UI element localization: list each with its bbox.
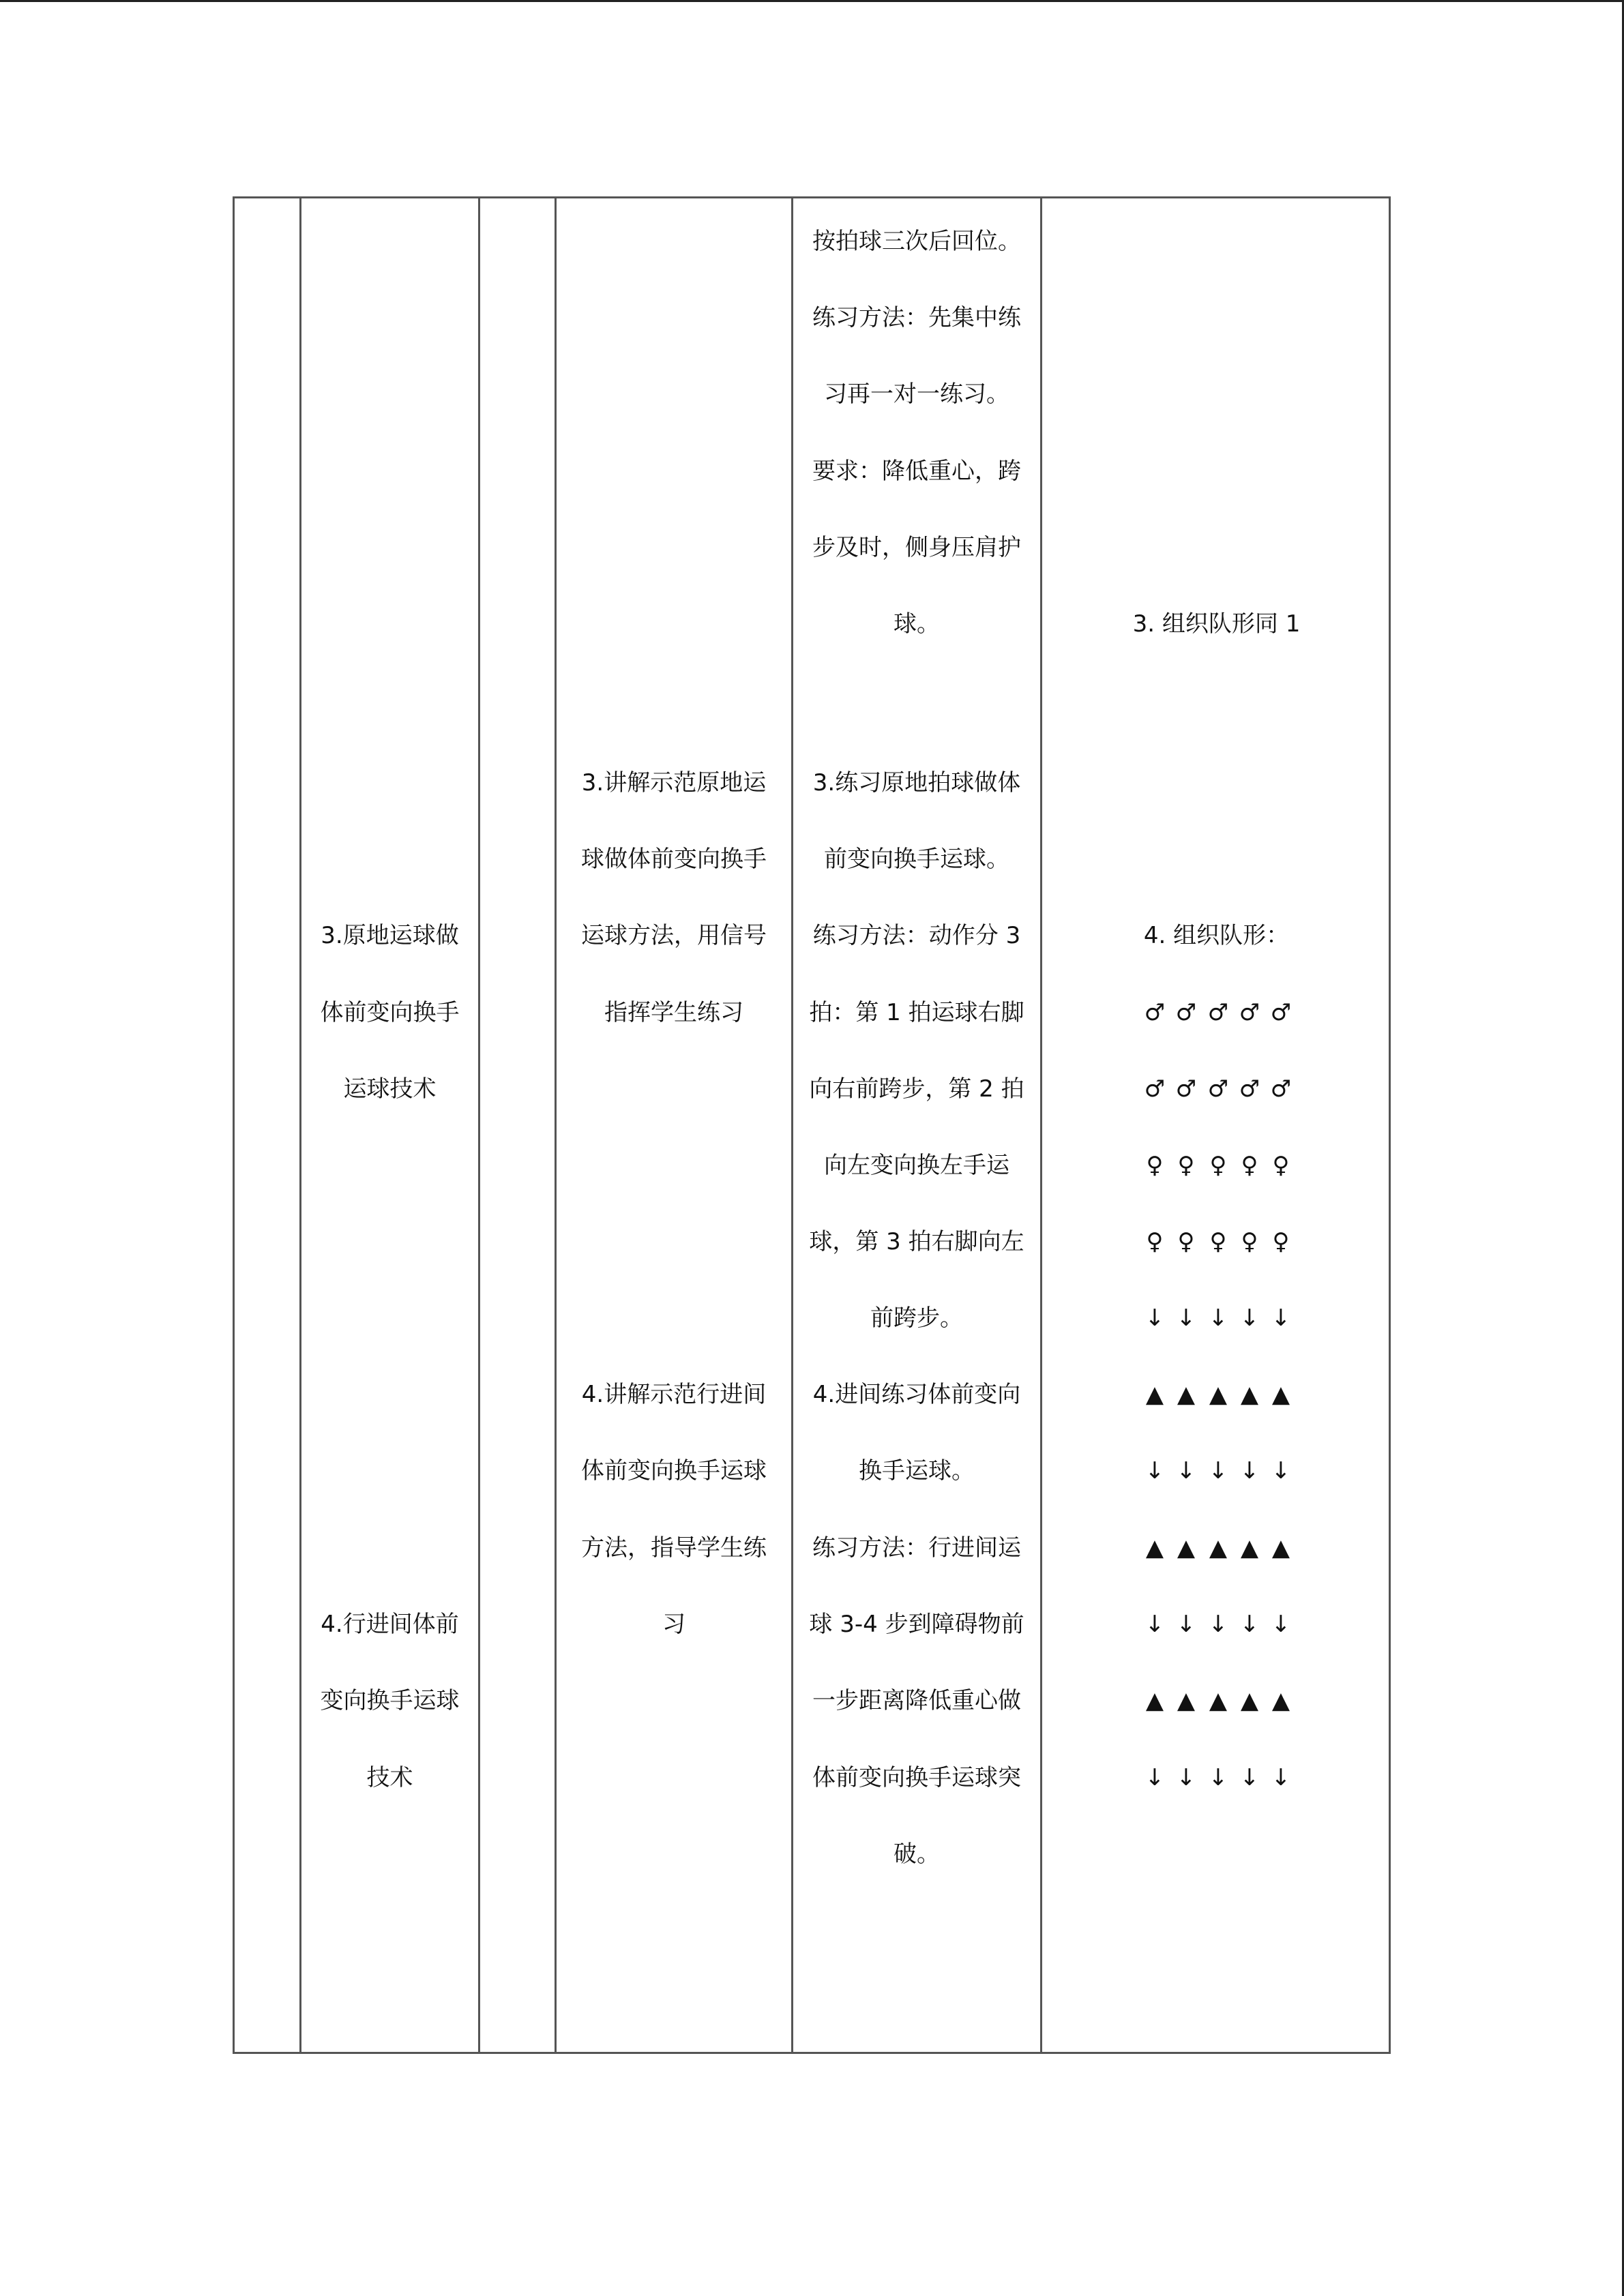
content-text-line: 运球技术 [343, 1075, 437, 1103]
triangle-cone-icon: ▲ [1145, 1687, 1164, 1714]
triangle-cone-icon: ▲ [1145, 1534, 1164, 1562]
student-text-line: 换手运球。 [859, 1457, 975, 1485]
arrow-down-icon: ↓ [1239, 1457, 1260, 1485]
arrow-down-icon: ↓ [1208, 1304, 1228, 1332]
male-symbol-icon: ♂ [1239, 999, 1260, 1026]
triangle-cone-icon: ▲ [1209, 1381, 1228, 1408]
female-symbol-icon: ♀ [1209, 1152, 1227, 1179]
triangle-cone-icon: ▲ [1240, 1534, 1259, 1562]
teacher-text-line: 3.讲解示范原地运 [581, 769, 767, 796]
column-divider [1040, 198, 1042, 2052]
content-text-line: 体前变向换手 [320, 999, 460, 1026]
triangle-cone-icon: ▲ [1209, 1534, 1228, 1562]
student-text-line: 步及时，侧身压肩护 [812, 534, 1021, 561]
column-divider [555, 198, 557, 2052]
female-symbol-icon: ♀ [1177, 1152, 1195, 1179]
triangle-cone-icon: ▲ [1271, 1687, 1290, 1714]
arrow-down-icon: ↓ [1271, 1764, 1291, 1791]
arrow-down-icon: ↓ [1239, 1764, 1260, 1791]
arrow-down-icon: ↓ [1208, 1611, 1228, 1638]
teacher-text-line: 4.讲解示范行进间 [581, 1381, 767, 1408]
arrow-down-icon: ↓ [1239, 1611, 1260, 1638]
content-text-line: 4.行进间体前 [321, 1611, 459, 1638]
triangle-cone-icon: ▲ [1209, 1687, 1228, 1714]
triangle-cone-icon: ▲ [1271, 1534, 1290, 1562]
teacher-text-line: 方法，指导学生练 [581, 1534, 767, 1562]
student-text-line: 习再一对一练习。 [824, 381, 1009, 408]
female-symbol-icon: ♀ [1241, 1228, 1258, 1255]
teacher-text-line: 体前变向换手运球 [581, 1457, 767, 1485]
content-text-line: 技术 [366, 1764, 413, 1791]
student-text-line: 要求：降低重心，跨 [812, 458, 1021, 485]
lesson-plan-table [233, 196, 1391, 2054]
student-text-line: 体前变向换手运球突 [812, 1764, 1021, 1791]
student-text-line: 向右前跨步，第 2 拍 [809, 1075, 1024, 1103]
female-symbol-icon: ♀ [1209, 1228, 1227, 1255]
male-symbol-icon: ♂ [1175, 1075, 1197, 1103]
arrow-down-icon: ↓ [1208, 1457, 1228, 1485]
arrow-down-icon: ↓ [1145, 1764, 1165, 1791]
female-symbol-icon: ♀ [1241, 1152, 1258, 1179]
content-text-line: 3.原地运球做 [321, 922, 459, 949]
triangle-cone-icon: ▲ [1240, 1687, 1259, 1714]
male-symbol-icon: ♂ [1144, 1075, 1166, 1103]
female-symbol-icon: ♀ [1146, 1228, 1164, 1255]
student-text-line: 球，第 3 拍右脚向左 [809, 1228, 1024, 1255]
arrow-down-icon: ↓ [1176, 1457, 1196, 1485]
male-symbol-icon: ♂ [1175, 999, 1197, 1026]
student-text-line: 球 3-4 步到障碍物前 [809, 1611, 1024, 1638]
triangle-cone-icon: ▲ [1145, 1381, 1164, 1408]
student-text-line: 练习方法：动作分 3 [812, 922, 1021, 949]
student-text-line: 拍：第 1 拍运球右脚 [809, 999, 1024, 1026]
triangle-cone-icon: ▲ [1177, 1381, 1196, 1408]
male-symbol-icon: ♂ [1207, 999, 1229, 1026]
arrow-down-icon: ↓ [1271, 1304, 1291, 1332]
male-symbol-icon: ♂ [1144, 999, 1166, 1026]
arrow-down-icon: ↓ [1145, 1304, 1165, 1332]
female-symbol-icon: ♀ [1272, 1228, 1290, 1255]
arrow-down-icon: ↓ [1176, 1611, 1196, 1638]
student-text-line: 4.进间练习体前变向 [812, 1381, 1021, 1408]
teacher-text-line: 球做体前变向换手 [581, 846, 767, 873]
teacher-text-line: 指挥学生练习 [604, 999, 743, 1026]
female-symbol-icon: ♀ [1177, 1228, 1195, 1255]
student-text-line: 前变向换手运球。 [824, 846, 1009, 873]
teacher-text-line: 运球方法，用信号 [581, 922, 767, 949]
organization-note-3: 3. 组织队形同 1 [1132, 610, 1301, 638]
female-symbol-icon: ♀ [1272, 1152, 1290, 1179]
student-text-line: 破。 [894, 1840, 940, 1868]
arrow-down-icon: ↓ [1271, 1457, 1291, 1485]
male-symbol-icon: ♂ [1270, 1075, 1292, 1103]
arrow-down-icon: ↓ [1145, 1611, 1165, 1638]
student-text-line: 练习方法：行进间运 [812, 1534, 1021, 1562]
arrow-down-icon: ↓ [1145, 1457, 1165, 1485]
page-top-border [0, 0, 1624, 2]
arrow-down-icon: ↓ [1239, 1304, 1260, 1332]
arrow-down-icon: ↓ [1176, 1304, 1196, 1332]
content-text-line: 变向换手运球 [320, 1687, 460, 1714]
student-text-line: 按拍球三次后回位。 [812, 228, 1021, 255]
teacher-text-line: 习 [662, 1611, 685, 1638]
triangle-cone-icon: ▲ [1240, 1381, 1259, 1408]
student-text-line: 一步距离降低重心做 [812, 1687, 1021, 1714]
organization-title-4: 4. 组织队形： [1143, 922, 1290, 949]
arrow-down-icon: ↓ [1271, 1611, 1291, 1638]
student-text-line: 练习方法：先集中练 [812, 304, 1021, 331]
column-divider [478, 198, 480, 2052]
female-symbol-icon: ♀ [1146, 1152, 1164, 1179]
arrow-down-icon: ↓ [1176, 1764, 1196, 1791]
student-text-line: 前跨步。 [870, 1304, 963, 1332]
student-text-line: 3.练习原地拍球做体 [812, 769, 1021, 796]
arrow-down-icon: ↓ [1208, 1764, 1228, 1791]
male-symbol-icon: ♂ [1207, 1075, 1229, 1103]
triangle-cone-icon: ▲ [1271, 1381, 1290, 1408]
male-symbol-icon: ♂ [1270, 999, 1292, 1026]
student-text-line: 向左变向换左手运 [824, 1152, 1009, 1179]
student-text-line: 球。 [894, 610, 940, 638]
triangle-cone-icon: ▲ [1177, 1687, 1196, 1714]
male-symbol-icon: ♂ [1239, 1075, 1260, 1103]
triangle-cone-icon: ▲ [1177, 1534, 1196, 1562]
